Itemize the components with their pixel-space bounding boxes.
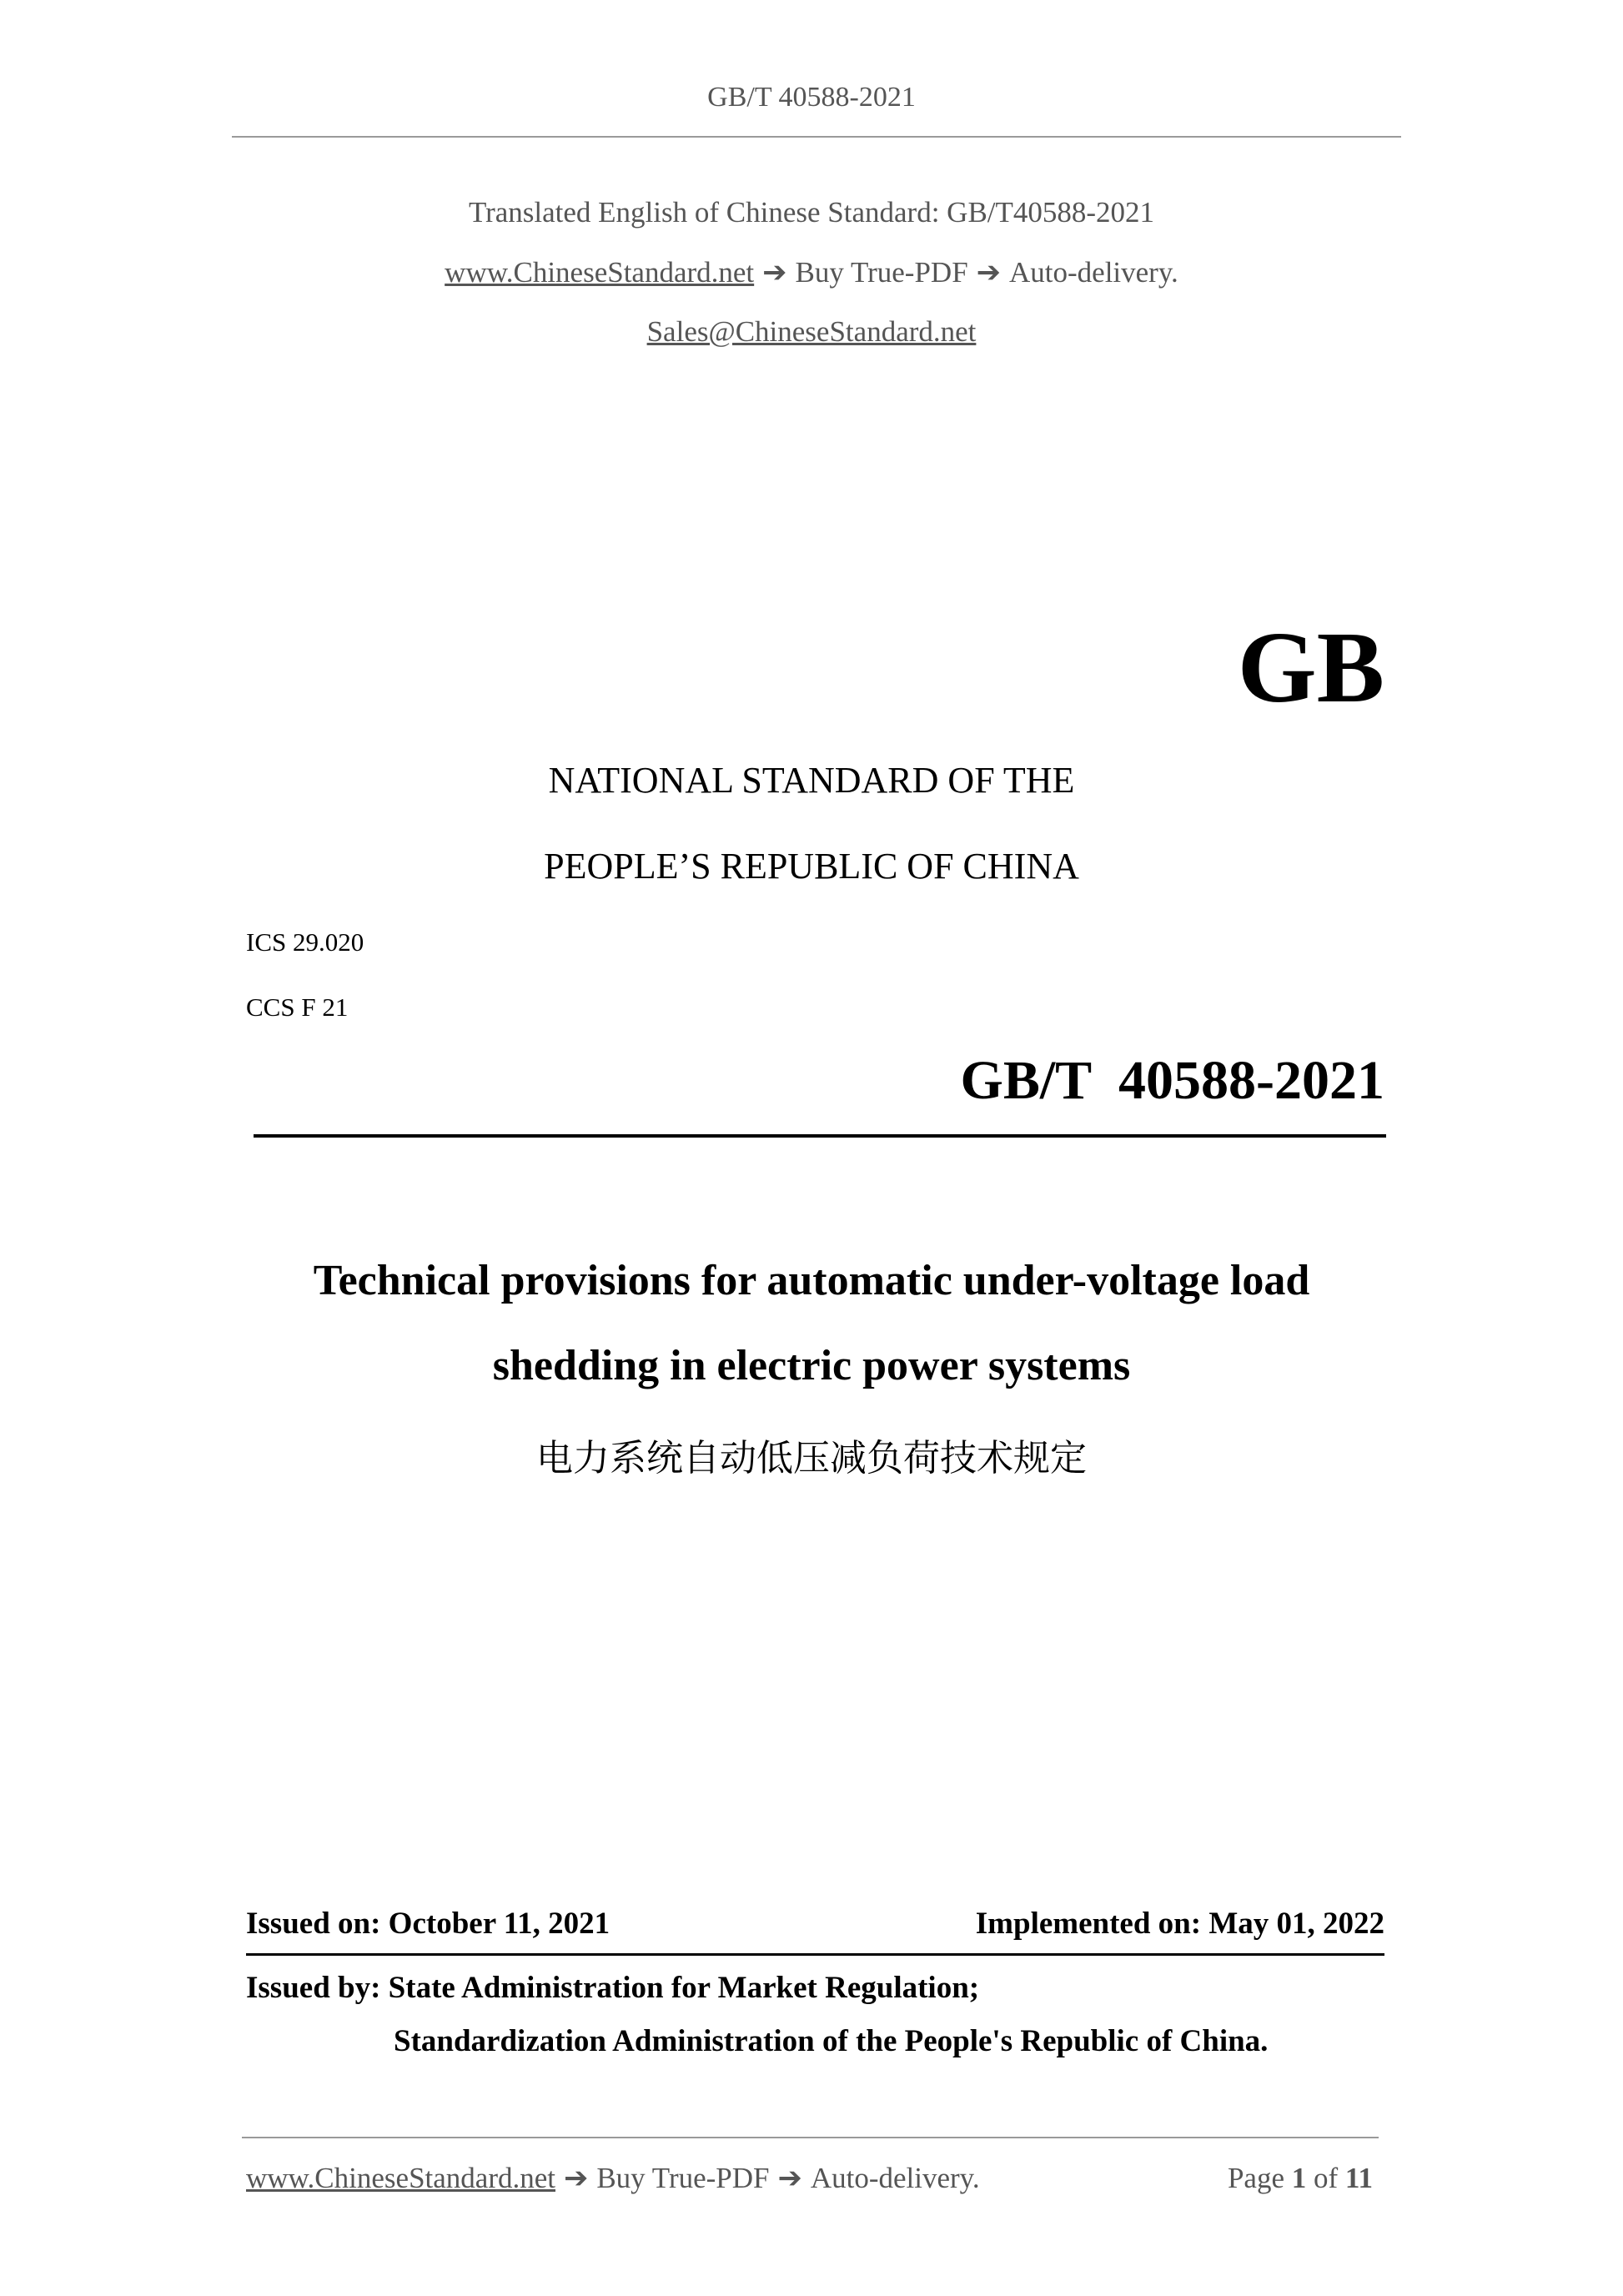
ccs-code: CCS F 21 [246, 992, 349, 1022]
footer-delivery-text: Auto-delivery. [810, 2162, 980, 2194]
national-standard-line1: NATIONAL STANDARD OF THE [548, 760, 1075, 801]
footer-site-link[interactable]: www.ChineseStandard.net [246, 2162, 555, 2194]
title-english-line2: shedding in electric power systems [492, 1342, 1131, 1389]
title-english-line1: Technical provisions for automatic under-voltage load [313, 1257, 1310, 1304]
promo-line [0, 256, 1623, 289]
footer-divider [242, 2137, 1379, 2138]
auto-delivery-text: Auto-delivery. [1009, 256, 1178, 289]
site-link[interactable]: www.ChineseStandard.net [445, 256, 755, 289]
arrow-right-icon: ➔ [564, 2162, 589, 2194]
arrow-right-icon: ➔ [762, 256, 787, 289]
buy-true-pdf-text: Buy True-PDF [795, 256, 968, 289]
footer-promo [246, 2162, 980, 2195]
standard-number-rule [254, 1134, 1386, 1138]
header-divider [232, 136, 1401, 138]
page-of-label: of [1314, 2162, 1339, 2194]
issued-by-line2: Standardization Administration of the People's Republic of China. [394, 2024, 1269, 2058]
dates-rule [246, 1953, 1384, 1956]
standard-number: GB/T 40588-2021 [960, 1050, 1384, 1111]
translation-notice: Translated English of Chinese Standard: GB/T40588-2021 [468, 196, 1155, 229]
footer-buy-text: Buy True-PDF [596, 2162, 770, 2194]
ics-code: ICS 29.020 [246, 927, 364, 957]
national-standard-line2: PEOPLE’S REPUBLIC OF CHINA [544, 846, 1079, 887]
page-total: 11 [1344, 2162, 1373, 2194]
page-indicator [1228, 2162, 1373, 2195]
page-label: Page [1227, 2162, 1285, 2194]
title-chinese: 电力系统自动低压减负荷技术规定 [536, 1437, 1087, 1480]
arrow-right-icon: ➔ [976, 256, 1001, 289]
arrow-right-icon: ➔ [777, 2162, 802, 2194]
page-current: 1 [1291, 2162, 1307, 2194]
implemented-date: Implemented on: May 01, 2022 [975, 1907, 1384, 1941]
issued-date: Issued on: October 11, 2021 [246, 1907, 611, 1941]
email-line [0, 315, 1623, 349]
running-header: GB/T 40588-2021 [707, 82, 916, 113]
sales-email-link[interactable]: Sales@ChineseStandard.net [646, 315, 977, 348]
issued-by-line1: Issued by: State Administration for Market Regulation; [246, 1971, 980, 2005]
gb-logo: GB [1237, 611, 1384, 724]
